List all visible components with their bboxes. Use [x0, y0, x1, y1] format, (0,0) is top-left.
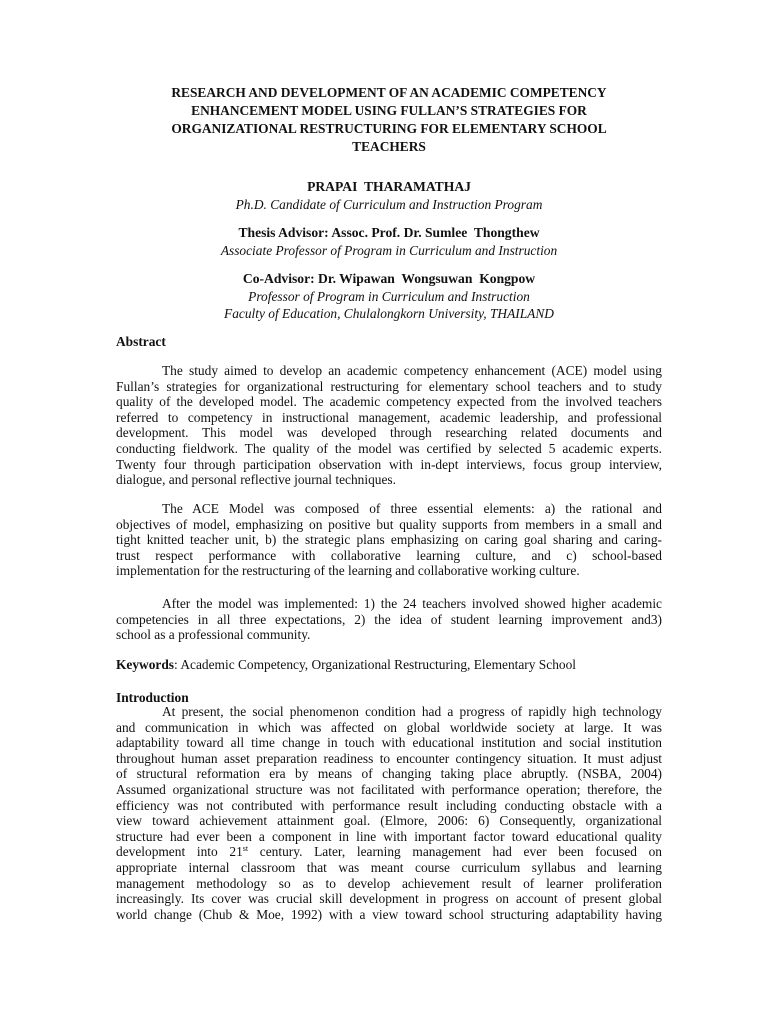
text-line: management methodology so as to develop achievement result of learner proliferation [116, 875, 662, 891]
text-line: Assumed organizational structure was not facilitated with performance operation; therefore, the [116, 781, 662, 797]
keywords-text: : Academic Competency, Organizational Restructuring, Elementary School [174, 657, 577, 672]
text-line: competencies in all three expectations, 2) the idea of student learning improvement and3) [116, 611, 662, 627]
text-line: trust respect performance with collaborative learning culture, and c) school-based [116, 547, 662, 563]
title-line: ORGANIZATIONAL RESTRUCTURING FOR ELEMENTARY SCHOOL [171, 121, 607, 136]
text-line: world change (Chub & Moe, 1992) with a view toward school structuring adaptability having [116, 906, 662, 922]
text-line: school as a professional community. [116, 627, 311, 643]
text-line: increasingly. Its cover was crucial skill development in progress on account of present global [116, 891, 662, 907]
advisor-role: Associate Professor of Program in Curriculum and Instruction [220, 243, 558, 258]
coadvisor-block [110, 270, 668, 322]
advisor-block [110, 224, 668, 259]
text-line: quality of the developed model. The academic competency expected from the involved teachers [116, 394, 662, 410]
introduction-paragraph [116, 704, 662, 922]
text-line: of structural reformation era by means of changing taking place abruptly. (NSBA, 2004) [116, 766, 662, 782]
text-line: development. This model was developed through researching related documents and [116, 425, 662, 441]
text-line: efficiency was not contributed with performance result including conducting obstacle with a [116, 797, 662, 813]
text-line: and communication in which was affected on global worldwide society at large. It was [116, 719, 662, 735]
text-line: The study aimed to develop an academic competency enhancement (ACE) model using [162, 363, 662, 378]
text-line: tight knitted teacher unit, b) the strategic plans emphasizing on caring goal sharing and caring- [116, 532, 662, 548]
abstract-heading: Abstract [116, 334, 166, 349]
author-block [110, 178, 668, 213]
text-line: adaptability toward all time change in touch with educational institution and social institution [116, 735, 662, 751]
coadvisor-affiliation: Faculty of Education, Chulalongkorn University, THAILAND [224, 306, 554, 321]
text-line: referred to competency in instructional management, academic leadership, and professional [116, 409, 662, 425]
author-role: Ph.D. Candidate of Curriculum and Instruction Program [235, 197, 543, 212]
abstract-paragraph-2 [116, 501, 662, 579]
text-line: conducting fieldwork. The quality of the model was certified by selected 5 academic experts. [116, 440, 662, 456]
text-line: dialogue, and personal reflective journal techniques. [116, 472, 396, 488]
coadvisor-role: Professor of Program in Curriculum and Instruction [248, 289, 530, 304]
author-name: PRAPAI THARAMATHAJ [307, 179, 471, 194]
text-line: objectives of model, emphasizing on positive but quality supports from members in a small and [116, 516, 662, 532]
title-line: TEACHERS [352, 139, 426, 154]
title-line: RESEARCH AND DEVELOPMENT OF AN ACADEMIC COMPETENCY [171, 85, 607, 100]
text-line: After the model was implemented: 1) the 24 teachers involved showed higher academic [162, 596, 662, 611]
keywords-line [116, 657, 662, 673]
text-line: throughout human asset preparation readiness to encounter contingency situation. It must adjust [116, 750, 662, 766]
introduction-heading: Introduction [116, 690, 189, 705]
text-line: Twenty four through participation observation with in-dept interviews, focus group interview, [116, 456, 662, 472]
text-line: structure had ever been a component in line with important factor toward educational quality [116, 828, 662, 844]
coadvisor-name: Co-Advisor: Dr. Wipawan Wongsuwan Kongpow [242, 271, 536, 286]
abstract-paragraph-3 [116, 596, 662, 643]
text-line: appropriate internal classroom that was meant course curriculum syllabus and learning [116, 859, 662, 875]
text-segment: century. Later, learning management had ever been focused on [248, 844, 662, 860]
text-line: At present, the social phenomenon condition had a progress of rapidly high technology [162, 704, 662, 719]
superscript: st [242, 844, 249, 854]
text-line: Fullan’s strategies for organizational restructuring for elementary school teachers and to study [116, 378, 662, 394]
abstract-paragraph-1 [116, 363, 662, 488]
text-line: implementation for the restructuring of the learning and collaborative working culture. [116, 563, 580, 579]
keywords-label: Keywords [116, 657, 175, 672]
title-line: ENHANCEMENT MODEL USING FULLAN’S STRATEGIES FOR [191, 103, 587, 118]
keywords [116, 657, 662, 673]
text-line: The ACE Model was composed of three essential elements: a) the rational and [162, 501, 662, 516]
advisor-name: Thesis Advisor: Assoc. Prof. Dr. Sumlee Thongthew [238, 225, 540, 240]
text-segment: development into 21 [116, 844, 243, 860]
paper-title [130, 84, 648, 156]
text-line: view toward achievement attainment goal. (Elmore, 2006: 6) Consequently, organizational [116, 813, 662, 829]
text-line [116, 844, 662, 860]
